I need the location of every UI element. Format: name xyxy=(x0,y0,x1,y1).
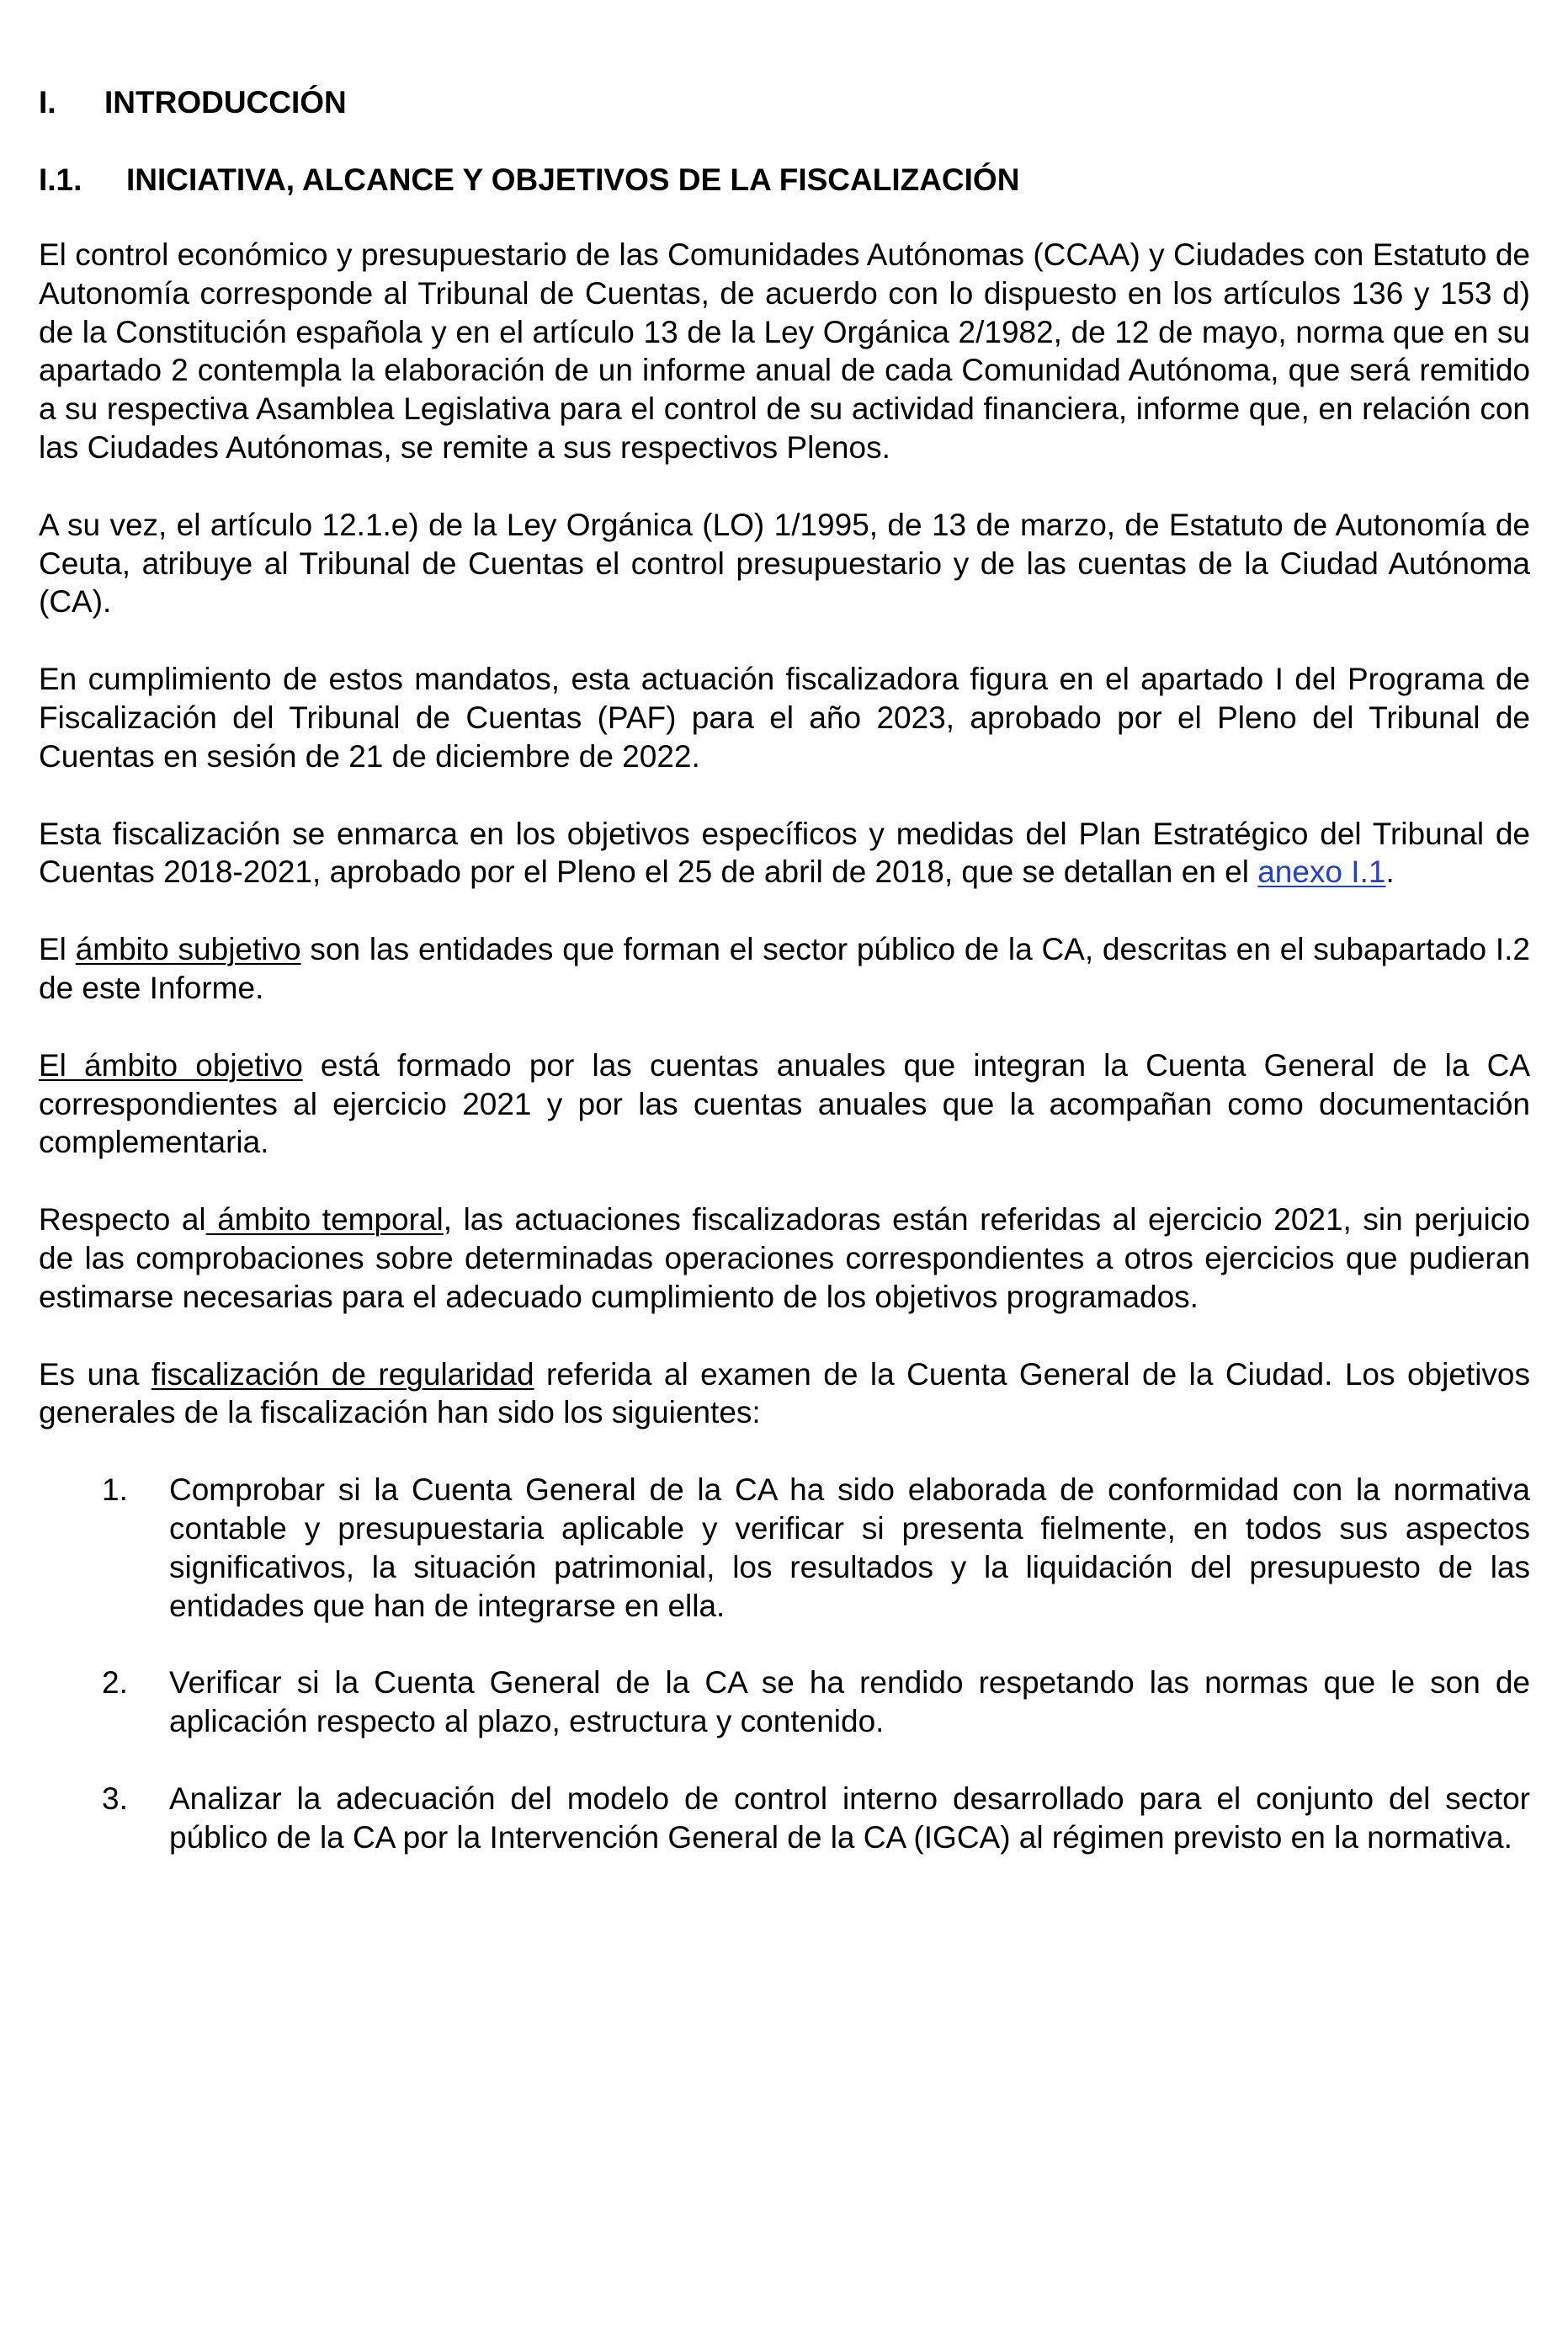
list-item-text: Comprobar si la Cuenta General de la CA ha sido elaborada de conformidad con la normativa contable y presupuestaria aplicable y verificar si presenta fielmente, en todos sus aspectos significativos, la situación patrimonial, los resultados y la liquidación del presupuesto de las entidades que han de integrarse en ella. xyxy=(169,1472,1530,1623)
subsection-heading xyxy=(39,162,1530,199)
paragraph-end: . xyxy=(1385,854,1395,890)
list-item-number: 2. xyxy=(102,1665,128,1701)
paragraph-ambito-subjetivo xyxy=(39,930,1530,1008)
paragraph-text: El xyxy=(39,932,76,967)
paragraph-control-economico: El control económico y presupuestario de las Comunidades Autónomas (CCAA) y Ciudades con Estatuto de Autonomía corresponde al Tribunal de Cuentas, de acuerdo con lo dispuesto en los artículos 136 y 153 d) de la Constitución española y en el artículo 13 de la Ley Orgánica 2/1982, de 12 de mayo, norma que en su apartado 2 contempla la elaboración de un informe anual de cada Comunidad Autónoma, que será remitido a su respectiva Asamblea Legislativa para el control de su actividad financiera, informe que, en relación con las Ciudades Autónomas, se remite a sus respectivos Plenos. xyxy=(39,237,1530,465)
paragraph-text: está formado por las cuentas anuales que integran la Cuenta General de la CA correspondientes al ejercicio 2021 y por las cuentas anuales que la acompañan como documentación complementaria. xyxy=(39,1047,1531,1160)
objectives-list xyxy=(39,1471,1530,1856)
underlined-term: El ámbito objetivo xyxy=(39,1047,303,1083)
paragraph-plan-estrategico xyxy=(39,815,1530,892)
subsection-number: I.1. xyxy=(39,162,82,197)
paragraph-text: Respecto al xyxy=(39,1202,206,1238)
paragraph-ambito-temporal xyxy=(39,1200,1530,1316)
paragraph-text: son las entidades que forman el sector público de la CA, descritas en el subapartado I.2 de este Informe. xyxy=(39,932,1530,1005)
list-item-number: 1. xyxy=(102,1472,128,1508)
section-number: I. xyxy=(39,85,56,120)
subsection-title: INICIATIVA, ALCANCE Y OBJETIVOS DE LA FISCALIZACIÓN xyxy=(126,162,1020,197)
paragraph-text: Esta fiscalización se enmarca en los objetivos específicos y medidas del Plan Estratégico del Tribunal de Cuentas 2018-2021, aprobado por el Pleno el 25 de abril de 2018, que se detallan en el xyxy=(39,816,1530,890)
underlined-term: fiscalización de regularidad xyxy=(151,1356,534,1392)
paragraph-estatuto-ceuta: A su vez, el artículo 12.1.e) de la Ley Orgánica (LO) 1/1995, de 13 de marzo, de Estatuto de Autonomía de Ceuta, atribuye al Tribunal de Cuentas el control presupuestario y de las cuentas de la Ciudad Autónoma (CA). xyxy=(39,507,1530,620)
paragraph-text: referida al examen de la Cuenta General de la Ciudad. Los objetivos generales de la fiscalización han sido los siguientes: xyxy=(39,1356,1531,1430)
section-title: INTRODUCCIÓN xyxy=(104,85,347,120)
paragraph-ambito-objetivo xyxy=(39,1046,1530,1162)
underlined-term: ámbito subjetivo xyxy=(75,932,301,967)
list-item-number: 3. xyxy=(102,1781,128,1816)
list-item-text: Analizar la adecuación del modelo de control interno desarrollado para el conjunto del sector público de la CA por la Intervención General de la CA (IGCA) al régimen previsto en la normativa. xyxy=(169,1781,1530,1855)
underlined-term: ámbito temporal xyxy=(205,1202,444,1238)
list-item xyxy=(39,1664,1530,1741)
list-item xyxy=(39,1780,1530,1857)
paragraph-regularidad xyxy=(39,1355,1530,1433)
section-heading xyxy=(39,84,1530,121)
document-page xyxy=(39,84,1530,1896)
paragraph-text: , las actuaciones fiscalizadoras están referidas al ejercicio 2021, sin perjuicio de las comprobaciones sobre determinadas operaciones correspondientes a otros ejercicios que pudieran estimarse necesarias para el adecuado cumplimiento de los objetivos programados. xyxy=(39,1202,1530,1314)
paragraph-text: Es una xyxy=(39,1356,151,1392)
list-item xyxy=(39,1471,1530,1625)
paragraph-programa-fiscalizacion: En cumplimiento de estos mandatos, esta actuación fiscalizadora figura en el apartado I del Programa de Fiscalización del Tribunal de Cuentas (PAF) para el año 2023, aprobado por el Pleno del Tribunal de Cuentas en sesión de 21 de diciembre de 2022. xyxy=(39,662,1530,774)
anexo-link[interactable]: anexo I.1 xyxy=(1257,854,1386,890)
list-item-text: Verificar si la Cuenta General de la CA se ha rendido respetando las normas que le son de aplicación respecto al plazo, estructura y contenido. xyxy=(169,1665,1530,1739)
